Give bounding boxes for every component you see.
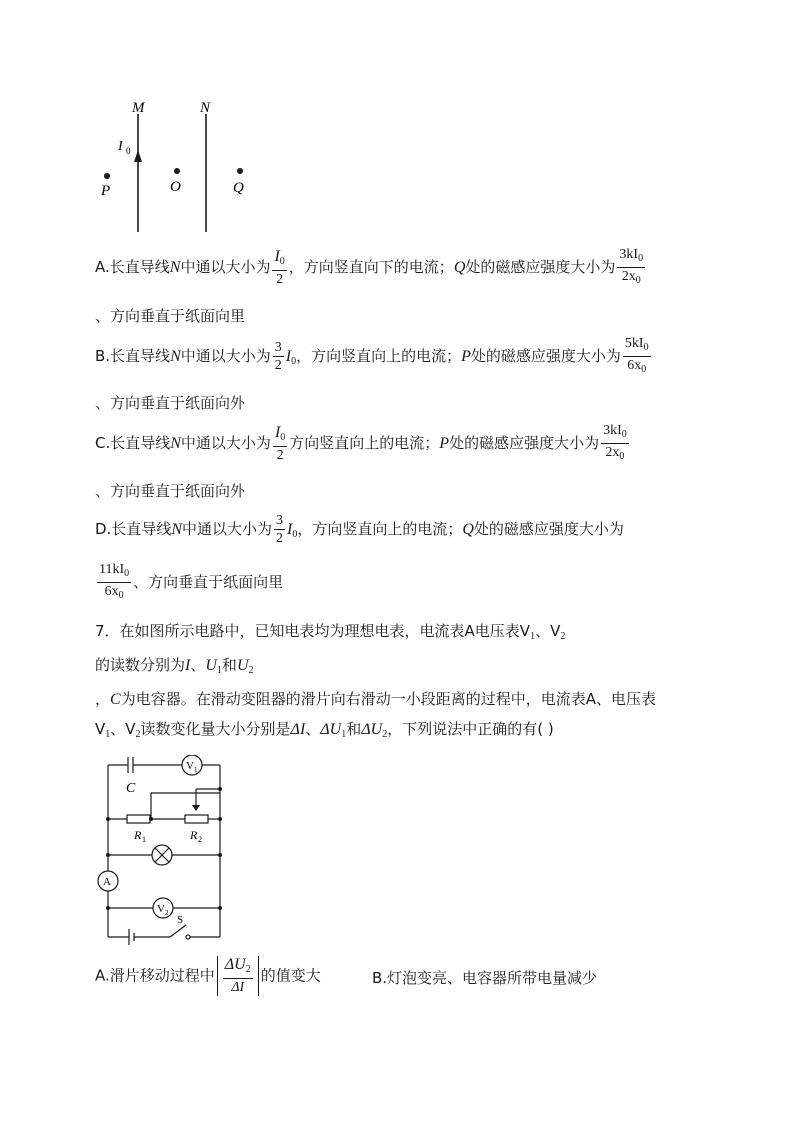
text: 3: [274, 340, 282, 355]
option-6a-cont: 、方向垂直于纸面向里: [95, 307, 246, 325]
text: 11kI: [99, 562, 125, 577]
wire-diagram: [90, 92, 270, 237]
text: 和: [346, 720, 362, 738]
text: I: [285, 348, 292, 365]
text: 2x: [605, 445, 620, 460]
text: 6x: [104, 584, 119, 599]
text: C.长直导线: [95, 434, 171, 452]
text: N: [170, 435, 181, 452]
label-r1: R: [134, 828, 142, 842]
text: I: [274, 423, 281, 441]
text: 中通以大小为: [180, 347, 271, 365]
switch-icon: [170, 925, 186, 937]
text: 、: [190, 656, 206, 674]
text: 0: [291, 356, 297, 367]
option-6c: [95, 422, 631, 465]
text: 0: [280, 431, 286, 443]
label-q: Q: [233, 180, 244, 196]
text: 6x: [627, 358, 642, 373]
circuit-diagram: [96, 755, 228, 945]
text: 0: [641, 364, 647, 375]
text: P: [439, 435, 450, 452]
fraction: [97, 561, 131, 604]
text: ΔU: [361, 721, 383, 738]
fraction: [617, 246, 645, 289]
text: 0: [292, 529, 298, 540]
text: 5kI: [624, 336, 644, 351]
text: 3kI: [603, 423, 622, 438]
text: ΔI: [290, 721, 306, 738]
text: D.长直导线: [95, 520, 172, 538]
text: 0: [638, 253, 644, 264]
label-i0: I: [118, 139, 123, 154]
text: 、方向垂直于纸面向里: [133, 573, 284, 591]
text: 、: [305, 720, 321, 738]
text: 1: [105, 729, 111, 740]
text: 为电容器。在滑动变阻器的滑片向右滑动一小段距离的过程中，电流表A、电压表: [120, 690, 656, 708]
abs-value: [217, 956, 259, 996]
text: 2: [276, 447, 284, 463]
fraction: [273, 424, 287, 464]
text: 0: [619, 451, 625, 462]
text: 3kI: [619, 247, 639, 262]
label-v1: V: [186, 760, 194, 772]
text: C: [110, 691, 121, 708]
text: 方向竖直向上的电流；: [289, 434, 440, 452]
label-c: C: [126, 781, 136, 796]
text: 0: [279, 255, 285, 267]
option-7b: B.灯泡变亮、电容器所带电量减少: [372, 969, 598, 987]
point-q: [237, 168, 243, 174]
point-p: [104, 173, 110, 179]
text: I: [185, 657, 191, 674]
text: A.滑片移动过程中: [95, 966, 215, 985]
text: U: [236, 657, 249, 674]
text: 1: [216, 665, 222, 676]
label-v2: V: [157, 903, 165, 915]
text: ，下列说法中正确的有( ): [387, 720, 554, 738]
question-7-line4: [95, 718, 554, 740]
text: I: [274, 247, 280, 265]
option-7a: [95, 956, 321, 996]
label-v2-sub: 2: [165, 909, 169, 917]
text: 的读数分别为: [95, 656, 186, 674]
text: 中通以大小为: [180, 258, 271, 276]
fraction: [601, 422, 629, 465]
text: 2: [135, 729, 141, 740]
text: 和: [221, 656, 237, 674]
point-o: [174, 168, 180, 174]
text: V: [95, 720, 106, 738]
text: N: [169, 259, 181, 276]
text: 处的磁感应强度大小为: [473, 520, 624, 538]
label-r1-sub: 1: [142, 835, 146, 844]
text: A.长直导线: [95, 258, 170, 276]
option-6a: [95, 246, 647, 289]
text: ，方向竖直向上的电流；: [296, 347, 462, 365]
label-r2-sub: 2: [198, 835, 202, 844]
question-7-line1: [95, 620, 565, 642]
text: B.长直导线: [95, 347, 171, 365]
text: ，方向竖直向下的电流；: [288, 258, 454, 276]
text: P: [461, 348, 471, 365]
text: 中通以大小为: [182, 520, 273, 538]
fraction: [274, 512, 285, 547]
fraction: [223, 956, 253, 996]
text: ΔI: [231, 980, 245, 995]
label-s: S: [177, 914, 184, 926]
text: 2: [276, 531, 284, 546]
text: 处的磁感应强度大小为: [465, 258, 616, 276]
text: N: [170, 348, 181, 365]
option-6b-cont: 、方向垂直于纸面向外: [95, 394, 246, 412]
text: 读数变化量大小分别是: [140, 720, 291, 738]
text: 2: [274, 358, 282, 373]
option-6c-cont: 、方向垂直于纸面向外: [95, 482, 246, 500]
question-7-line2: [95, 654, 254, 676]
label-i0-sub: 0: [126, 146, 131, 156]
label-r2: R: [190, 828, 198, 842]
text: 0: [643, 342, 649, 353]
text: 2: [560, 631, 566, 642]
text: Q: [453, 259, 466, 276]
text: 2: [245, 964, 251, 975]
label-a: A: [103, 876, 111, 888]
fraction: [273, 339, 284, 374]
text: 、V: [110, 720, 136, 738]
label-n: N: [200, 100, 211, 116]
current-arrow-icon: [134, 150, 142, 162]
question-7-line3: [95, 688, 656, 709]
text: 2: [276, 271, 284, 287]
text: 的值变大: [260, 966, 321, 985]
fraction: [623, 335, 651, 378]
text: 、V: [535, 622, 561, 640]
text: 3: [276, 513, 284, 528]
option-6d-cont: [95, 561, 283, 604]
text: 7．在如图所示电路中，已知电表均为理想电表，电流表A电压表V: [95, 622, 531, 640]
text: ΔU: [224, 956, 246, 973]
label-v1-sub: 1: [194, 766, 198, 774]
option-6b: [95, 335, 653, 378]
text: 2x: [621, 269, 636, 284]
text: 处的磁感应强度大小为: [449, 434, 600, 452]
text: 1: [341, 729, 347, 740]
text: 2: [382, 729, 388, 740]
text: U: [205, 657, 217, 674]
label-m: M: [132, 100, 145, 116]
resistor-r2-icon: [185, 815, 208, 823]
text: 1: [530, 631, 536, 642]
text: ，: [95, 690, 111, 708]
text: 0: [621, 429, 627, 440]
resistor-r1-icon: [127, 815, 150, 823]
label-o: O: [170, 179, 181, 195]
text: ΔU: [320, 721, 342, 738]
text: 0: [635, 275, 641, 286]
option-6d: [95, 512, 624, 547]
text: ，方向竖直向上的电流；: [297, 520, 463, 538]
label-p: P: [101, 183, 111, 199]
text: 处的磁感应强度大小为: [470, 347, 621, 365]
text: I: [287, 521, 293, 538]
text: 中通以大小为: [180, 434, 271, 452]
text: Q: [462, 521, 474, 538]
text: 0: [118, 590, 124, 601]
fraction: [272, 248, 286, 288]
text: N: [171, 521, 182, 538]
text: 2: [248, 665, 254, 676]
text: 0: [124, 568, 130, 579]
